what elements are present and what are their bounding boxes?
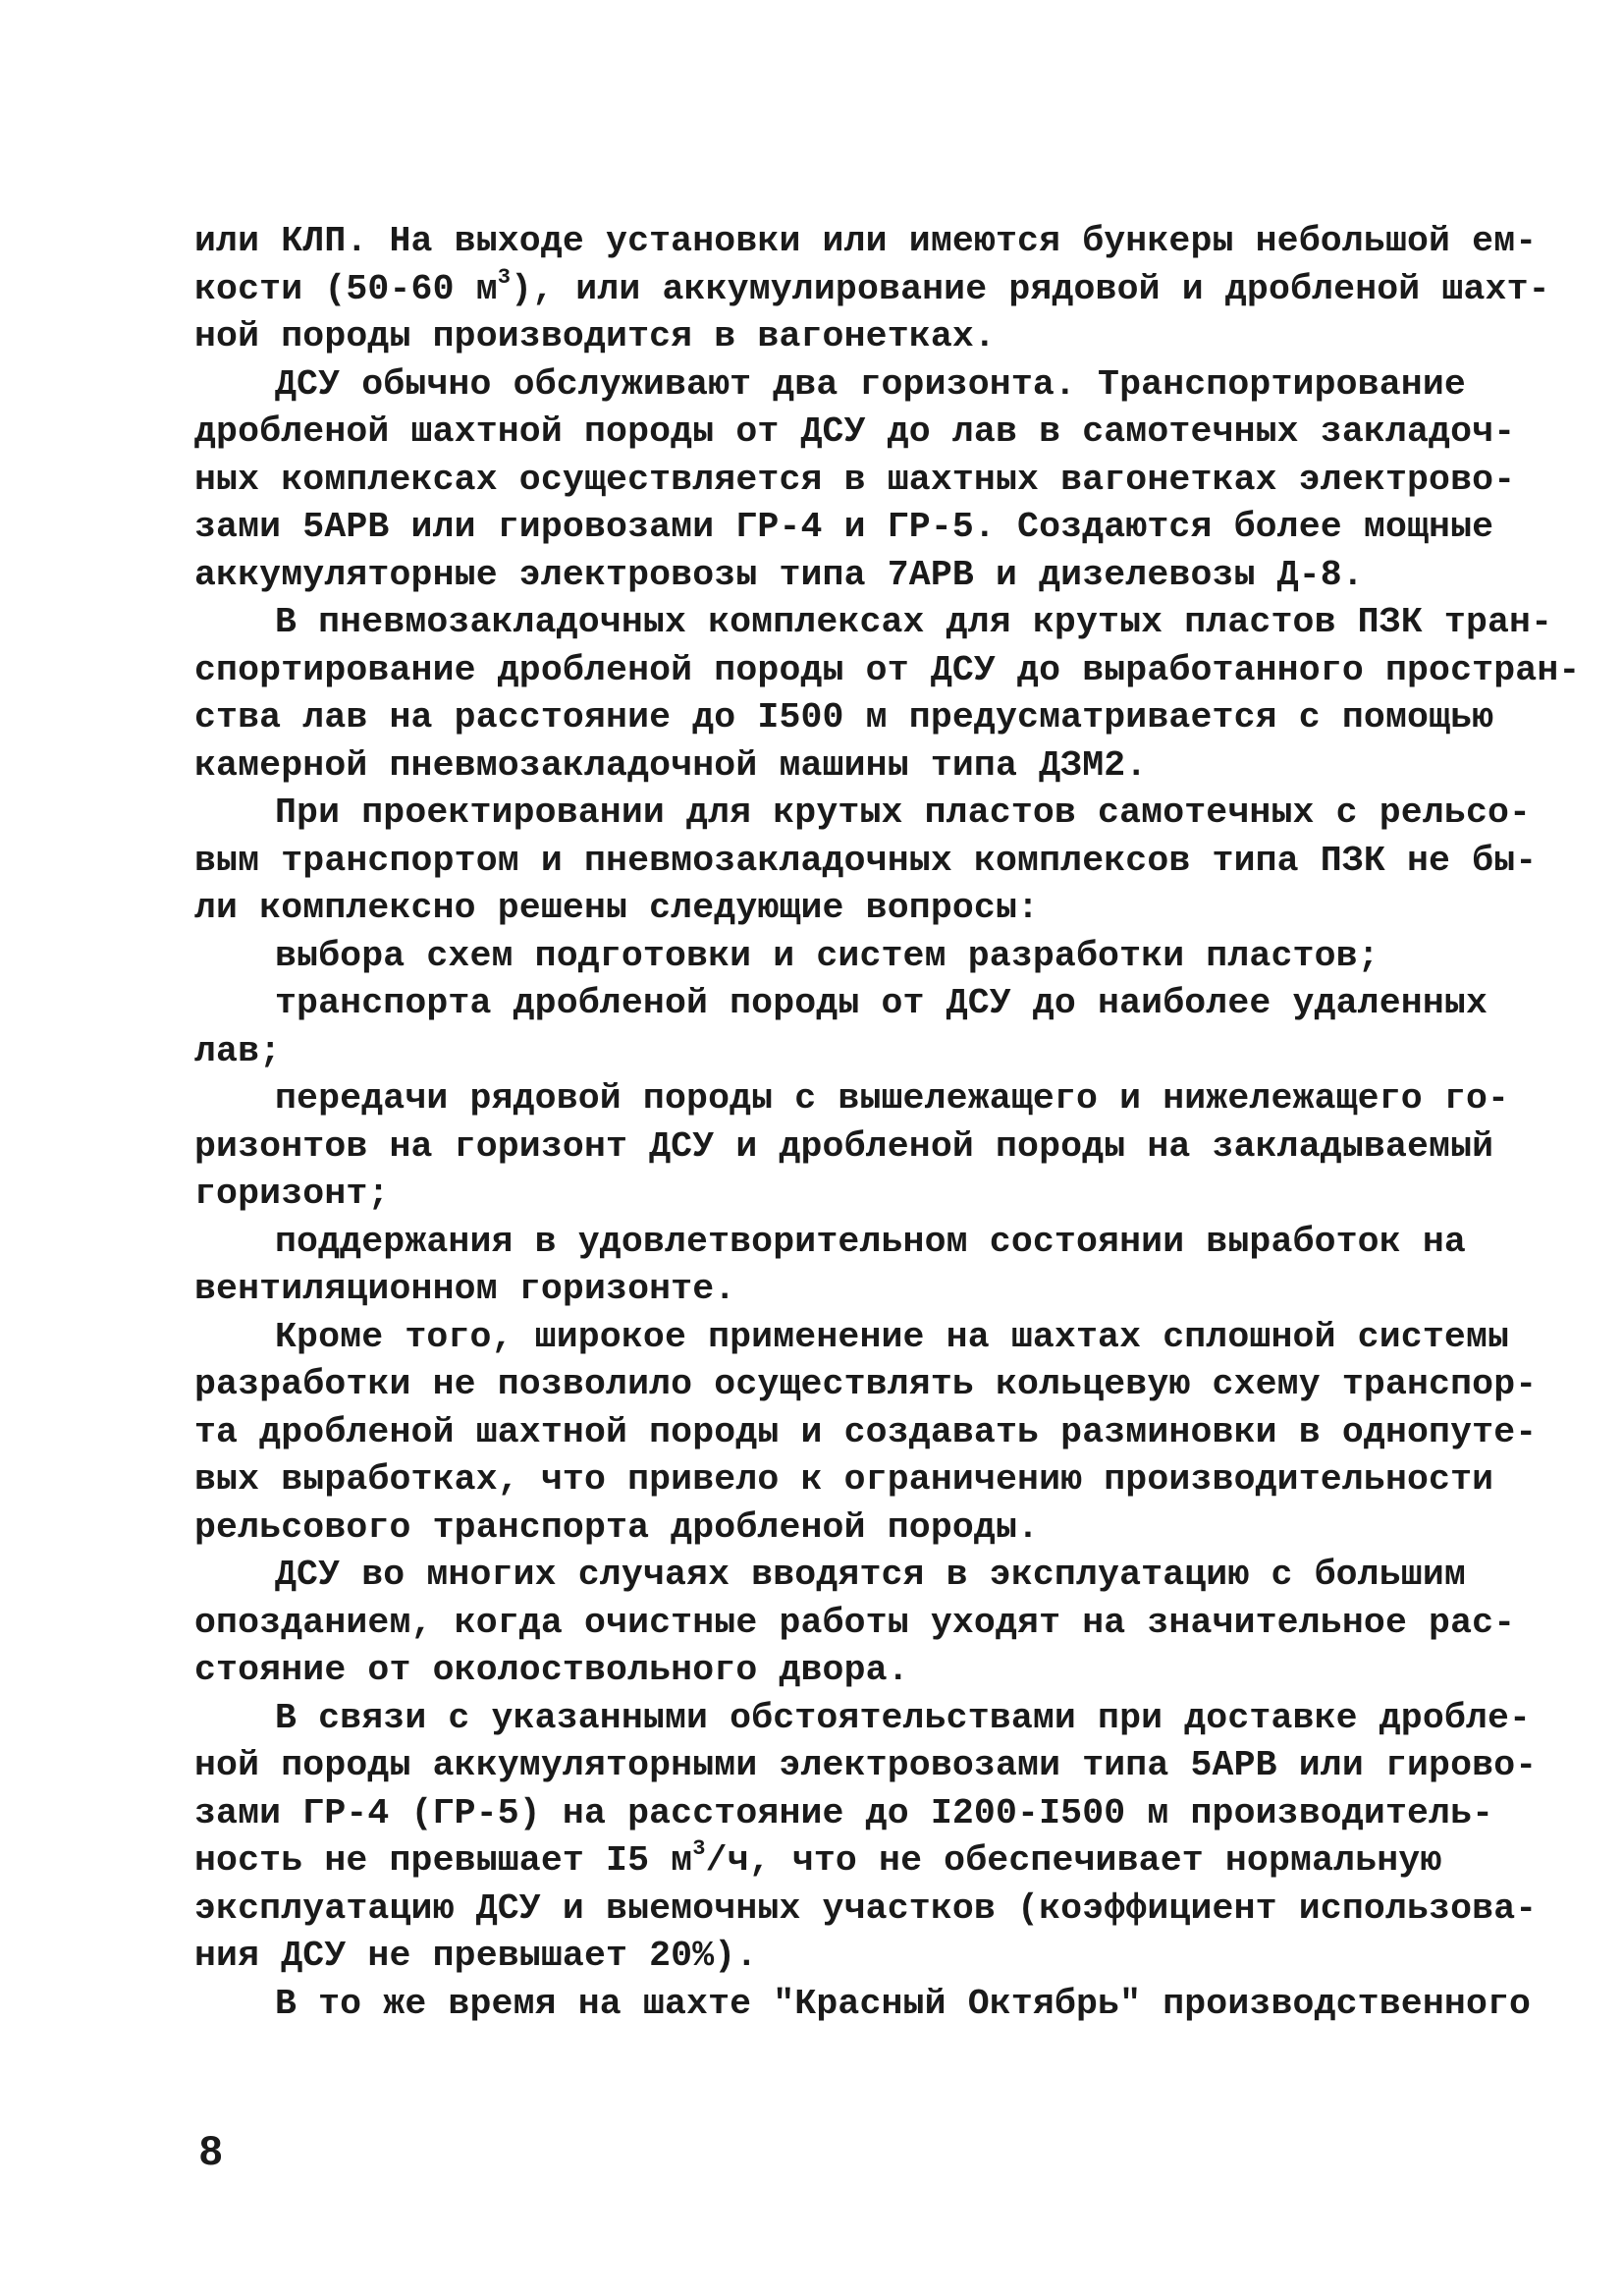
text-line: аккумуляторные электровозы типа 7АРВ и дизелевозы Д-8. [194,554,1364,595]
page-number: 8 [199,2127,223,2173]
text-line: поддержания в удовлетворительном состоянии выработок на [275,1221,1466,1262]
text-line: зами ГР-4 (ГР-5) на расстояние до I200-I500 м производитель- [194,1792,1494,1833]
text-line: или КЛП. На выходе установки или имеются бункеры небольшой ем- [194,221,1538,261]
text-line: ризонтов на горизонт ДСУ и дробленой породы на закладываемый [194,1125,1494,1167]
text-line: В пневмозакладочных комплексах для крутых пластов ПЗК тран- [275,602,1553,642]
text-line: вым транспортом и пневмозакладочных комплексов типа ПЗК не бы- [194,840,1538,881]
text-line: В связи с указанными обстоятельствами при доставке дробле- [275,1697,1532,1738]
text-line: ных комплексах осуществляется в шахтных вагонетках электрово- [194,459,1516,500]
text-line: Кроме того, широкое применение на шахтах сплошной системы [275,1316,1510,1357]
text-line: разработки не позволило осуществлять кольцевую схему транспор- [194,1364,1538,1404]
text-segment: кости (50-60 м [194,268,498,309]
text-line: ДСУ обычно обслуживают два горизонта. Транспортирование [275,363,1466,405]
text-line: вентиляционном горизонте. [194,1269,736,1309]
text-line [194,264,1550,314]
text-line: стояние от околоствольного двора. [194,1650,909,1690]
text-line: ния ДСУ не превышает 20%). [194,1936,758,1976]
text-line: ной породы аккумуляторными электровозами типа 5АРВ или гирово- [194,1745,1538,1785]
text-line: зами 5АРВ или гировозами ГР-4 и ГР-5. Создаются более мощные [194,507,1494,547]
text-line: При проектировании для крутых пластов самотечных с рельсо- [275,793,1532,833]
text-line: В то же время на шахте "Красный Октябрь" производственного [275,1983,1532,2024]
text-segment: ность не превышает I5 м [194,1840,693,1881]
text-line: лав; [194,1030,282,1071]
text-line: ДСУ во многих случаях вводятся в эксплуатацию с большим [275,1555,1466,1595]
text-line: рельсового транспорта дробленой породы. [194,1506,1040,1548]
text-segment: /ч, что не обеспечивает нормальную [705,1840,1442,1881]
text-line: выбора схем подготовки и систем разработки пластов; [275,935,1380,976]
text-line: камерной пневмозакладочной машины типа ДЗМ2. [194,744,1148,786]
text-line: передачи рядовой породы с вышележащего и нижележащего го- [275,1078,1510,1119]
body-text [194,218,1581,2028]
superscript: 3 [692,1836,706,1861]
text-line: ли комплексно решены следующие вопросы: [194,888,1040,928]
text-line: дробленой шахтной породы от ДСУ до лав в самотечных закладоч- [194,411,1516,452]
text-line: эксплуатацию ДСУ и выемочных участков (коэффициент использова- [194,1887,1538,1929]
text-segment: ), или аккумулирование рядовой и дробленой шахт- [511,268,1550,309]
text-line: горизонт; [194,1174,390,1214]
text-line: транспорта дробленой породы от ДСУ до наиболее удаленных [275,983,1488,1023]
superscript: 3 [497,264,512,290]
text-line: ства лав на расстояние до I500 м предусматривается с помощью [194,697,1494,738]
text-line [194,1837,1471,1886]
text-line: та дробленой шахтной породы и создавать разминовки в однопуте- [194,1411,1538,1452]
text-line: вых выработках, что привело к ограничению производительности [194,1459,1494,1500]
text-line: опозданием, когда очистные работы уходят на значительное рас- [194,1602,1516,1643]
text-line: ной породы производится в вагонетках. [194,316,996,356]
text-line: спортирование дробленой породы от ДСУ до выработанного простран- [194,649,1581,690]
